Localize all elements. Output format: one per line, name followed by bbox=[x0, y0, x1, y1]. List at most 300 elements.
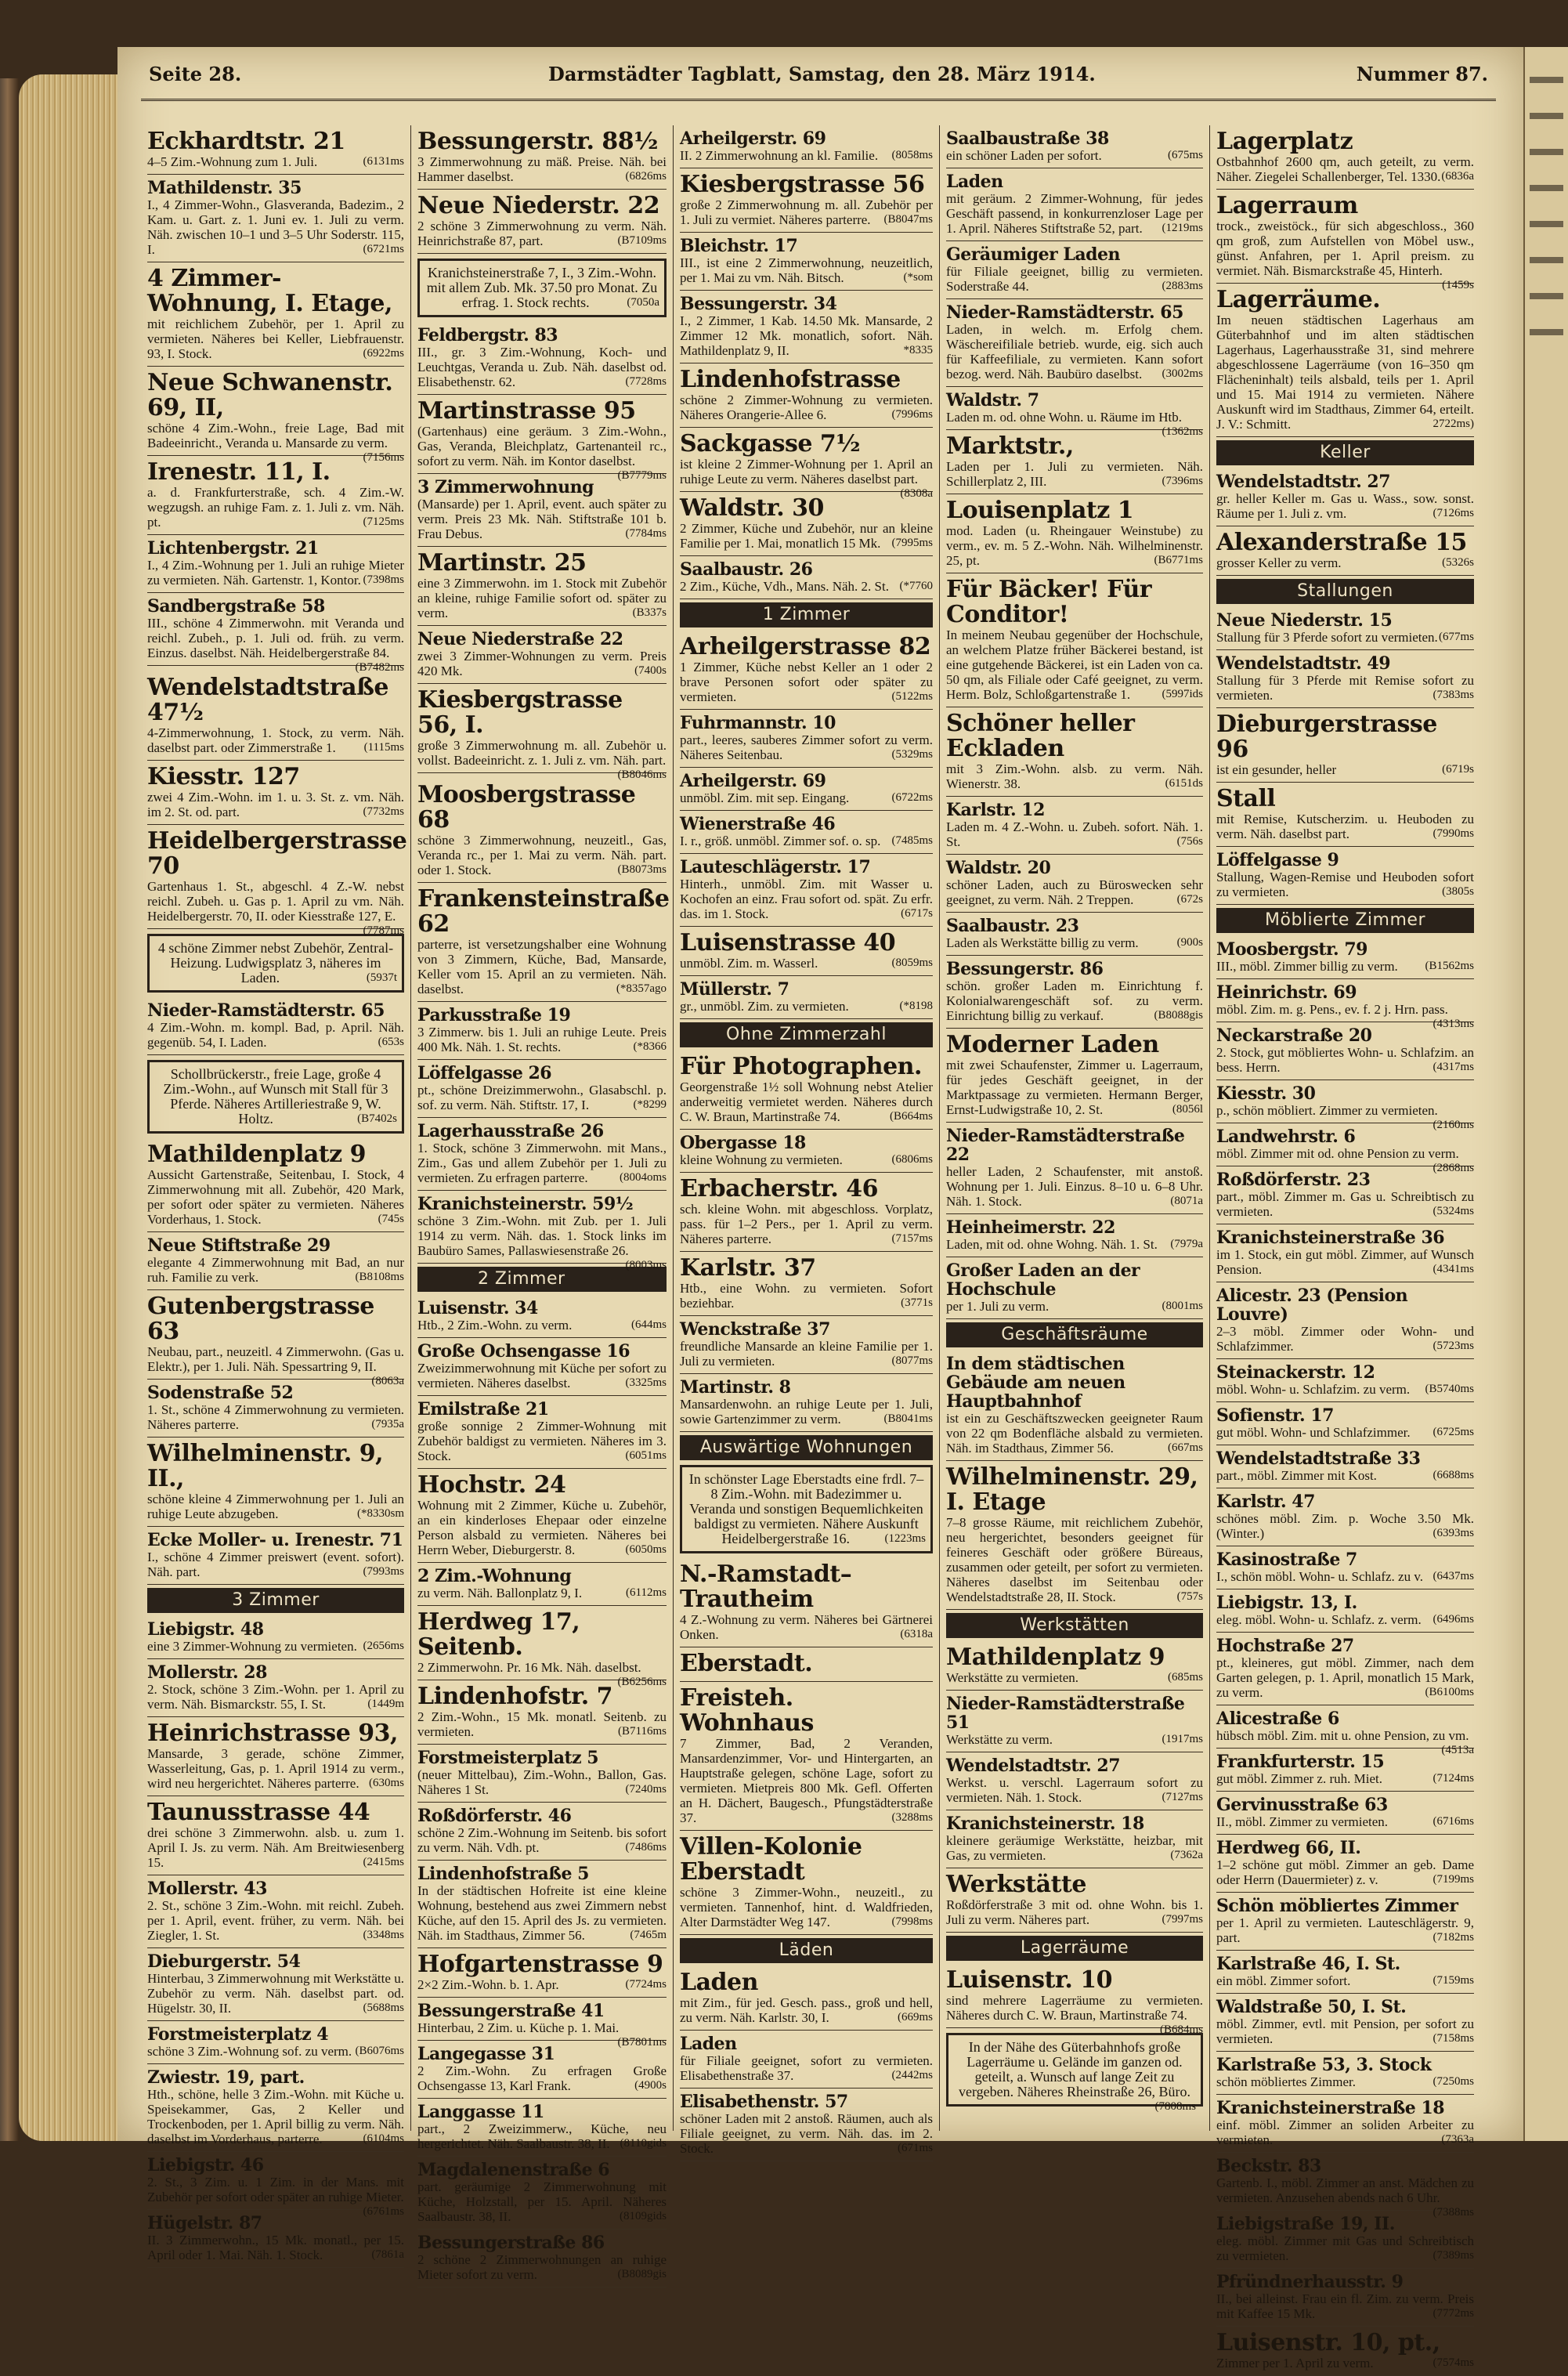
ad-text-content: mit zwei Schaufenster, Zimmer u. Lagerraum, für jedes Geschäft geeignet, in der Marktpassage zu vermieten. Hermann Berger, Ernst-Ludwigstraße 10, 2. St. bbox=[946, 1058, 1203, 1117]
ad-text-content: trock., zweistöck., für sich abgeschloss., 360 qm groß, zum Aufstellen von Möbel usw., günst. Anfahren, per 1. April preism. zu vermiet. Näh. Bismarckstraße 45, Hinterh. bbox=[1216, 219, 1474, 278]
ad-text bbox=[417, 219, 667, 248]
section-banner: Stallungen bbox=[1216, 579, 1474, 604]
ad-code: (7574ms bbox=[1433, 2356, 1474, 2369]
ad-headline: Obergasse 18 bbox=[680, 1133, 806, 1153]
ad-headline: Waldstr. 20 bbox=[946, 858, 1051, 878]
classified-ad bbox=[680, 1252, 933, 1316]
ad-headline: Bessungerstr. 86 bbox=[946, 959, 1104, 979]
ad-headline: Lagerraum bbox=[1216, 192, 1358, 219]
ad-code: (6922ms bbox=[363, 347, 404, 360]
ad-headline: Herdweg 66, II. bbox=[1216, 1838, 1361, 1858]
ad-text bbox=[680, 2053, 933, 2083]
ad-code: (1917ms bbox=[1162, 1733, 1203, 1745]
ad-text bbox=[147, 1020, 404, 1050]
ad-code: (*8198 bbox=[899, 1000, 933, 1012]
section-banner: Keller bbox=[1216, 440, 1474, 465]
ad-text bbox=[946, 322, 1203, 382]
ad-text bbox=[417, 1141, 667, 1185]
ad-code: (5937t bbox=[366, 971, 397, 984]
ad-text-content: Wohnung mit 2 Zimmer, Küche u. Zubehör, an ein kinderloses Ehepaar oder einzelne Person alsbald zu vermieten. Näheres bei Herrn Weber, Dieburgerstr. 8. bbox=[417, 1498, 667, 1557]
ad-text-content: part., 2 Zweizimmerw., Küche, neu hergerichtet. Näh. Saalbaustr. 38, II. bbox=[417, 2121, 667, 2151]
ad-text-content: für Filiale geeignet, sofort zu vermieten. Elisabethenstraße 37. bbox=[680, 2053, 933, 2083]
ad-text bbox=[680, 660, 933, 704]
ad-headline: Liebigstr. 13, I. bbox=[1216, 1593, 1357, 1613]
book-spine bbox=[0, 78, 19, 2141]
ad-text bbox=[1216, 491, 1474, 521]
ad-code: (672s bbox=[1176, 893, 1203, 906]
classified-ad bbox=[946, 797, 1203, 855]
classified-ad bbox=[680, 1130, 933, 1173]
section-banner: 1 Zimmer bbox=[680, 602, 933, 627]
section-banner: 2 Zimmer bbox=[417, 1267, 667, 1292]
classified-ad bbox=[1216, 2095, 1474, 2153]
issue-number: Nummer 87. bbox=[1356, 63, 1488, 85]
ad-text bbox=[680, 521, 933, 551]
classified-ad bbox=[147, 593, 404, 674]
classified-ad bbox=[1216, 607, 1474, 650]
classified-ad bbox=[680, 1374, 933, 1432]
classified-ad bbox=[147, 1948, 404, 2021]
classified-ad bbox=[147, 262, 404, 367]
ad-text-content: 3 Zimmerwohnung zu mäß. Preise. Näh. bei Hammer daselbst. bbox=[417, 154, 667, 184]
ad-code: (7485ms bbox=[891, 834, 933, 847]
ad-code: (3288ms bbox=[891, 1811, 933, 1824]
ad-code: (900s bbox=[1176, 936, 1203, 949]
ad-text bbox=[680, 313, 933, 358]
classified-ad bbox=[1216, 468, 1474, 526]
classified-ad bbox=[417, 1745, 667, 1803]
ad-code: (7724ms bbox=[625, 1978, 667, 1991]
ad-headline: Wendelstadtstraße 47½ bbox=[147, 674, 388, 726]
ad-text bbox=[946, 978, 1203, 1023]
ad-text bbox=[946, 1775, 1203, 1805]
ad-text bbox=[147, 2233, 404, 2262]
classified-ad bbox=[1216, 1951, 1474, 1994]
classified-ad bbox=[417, 1295, 667, 1338]
masthead-date: Darmstädter Tagblatt, Samstag, den 28. März 1914. bbox=[548, 63, 1096, 85]
ad-text bbox=[946, 459, 1203, 489]
classified-ad bbox=[1216, 1633, 1474, 1705]
classified-ad bbox=[147, 1527, 404, 1585]
ad-headline: Landwehrstr. 6 bbox=[1216, 1127, 1356, 1147]
ad-text-content: sind mehrere Lagerräume zu vermieten. Näheres durch C. W. Braun, Martinstraße 74. bbox=[946, 1993, 1203, 2023]
classified-ad bbox=[147, 825, 407, 937]
ad-text-content: ist kleine 2 Zimmer-Wohnung per 1. April an ruhige Leute zu verm. Näheres daselbst part. bbox=[680, 457, 933, 486]
ad-text bbox=[680, 1736, 933, 1825]
classified-ad bbox=[417, 1998, 667, 2049]
ad-headline: Kranichsteinerstraße 36 bbox=[1216, 1228, 1445, 1248]
ad-code: (7997ms bbox=[1162, 1913, 1203, 1926]
section-banner: Möblierte Zimmer bbox=[1216, 908, 1474, 933]
ad-text bbox=[946, 1164, 1203, 1209]
ad-text-content: 1–2 schöne gut möbl. Zimmer an geb. Dame oder Herrn (Dauermieter) z. v. bbox=[1216, 1857, 1474, 1887]
ad-headline: Für Photographen. bbox=[680, 1053, 922, 1080]
ad-code: (7383ms bbox=[1433, 689, 1474, 701]
ad-headline: Kiesstr. 30 bbox=[1216, 1083, 1316, 1104]
ad-text bbox=[680, 732, 933, 762]
ad-text-content: ist ein gesunder, heller bbox=[1216, 762, 1337, 777]
classified-ad bbox=[1216, 1224, 1474, 1282]
ad-text-content: Stallung für 3 Pferde mit Remise sofort zu vermieten. bbox=[1216, 673, 1474, 703]
section-banner: Läden bbox=[680, 1938, 933, 1963]
classified-ad bbox=[946, 241, 1203, 299]
ad-text bbox=[1216, 762, 1474, 777]
ad-headline: Emilstraße 21 bbox=[417, 1399, 549, 1419]
ad-code: (7398ms bbox=[363, 573, 404, 586]
ad-text bbox=[417, 154, 667, 184]
ad-text bbox=[1216, 1425, 1474, 1440]
classified-ad bbox=[417, 2157, 667, 2230]
classified-ad bbox=[417, 474, 667, 547]
classified-ad bbox=[946, 387, 1203, 438]
ad-text bbox=[680, 790, 933, 805]
classified-ad bbox=[680, 556, 933, 599]
classified-ad bbox=[1216, 936, 1474, 979]
ad-text bbox=[946, 1411, 1203, 1456]
ad-code: (B8046ms bbox=[617, 768, 667, 781]
ad-text-content: möbl. Zimmer, evtl. mit Pension, per sofort zu vermieten. bbox=[1216, 2016, 1474, 2046]
ad-code: (2868ms bbox=[1433, 1162, 1474, 1174]
ad-text-content: parterre, ist versetzungshalber eine Wohnung von 3 Zimmern, Küche, Bad, Mansarde, Keller vom 15. April an zu vermieten. Näh. daselbst. bbox=[417, 937, 667, 996]
ad-text bbox=[154, 941, 397, 985]
ad-code: (7486ms bbox=[625, 1841, 667, 1853]
ad-code: (7995ms bbox=[891, 537, 933, 549]
ad-headline: Stall bbox=[1216, 785, 1276, 812]
ad-text-content: Werkstätte zu verm. bbox=[946, 1732, 1053, 1747]
ad-text bbox=[1216, 1382, 1474, 1397]
ad-text bbox=[417, 1361, 667, 1391]
ad-code: (6104ms bbox=[363, 2132, 404, 2145]
ad-text-content: I., 2 Zimmer, 1 Kab. 14.50 Mk. Mansarde, 2 Zimmer 12 Mk. monatlich, sofort. Näh. Mathildenplatz 9, II. bbox=[680, 313, 933, 358]
ad-headline: Bessungerstr. 34 bbox=[680, 294, 837, 314]
ad-code: (B6076ms bbox=[355, 2045, 404, 2057]
ad-headline: Louisenplatz 1 bbox=[946, 497, 1134, 524]
ad-code: (1115ms bbox=[363, 741, 404, 754]
ad-text bbox=[680, 1995, 933, 2025]
ad-headline: Mathildenstr. 35 bbox=[147, 178, 302, 198]
classified-ad bbox=[680, 492, 933, 556]
ad-headline: Alexanderstraße 15 bbox=[1216, 529, 1467, 556]
ad-text-content: schöne 3 Zim.-Wohnung sof. zu verm. bbox=[147, 2044, 352, 2059]
ad-headline: 4 Zimmer-Wohnung, I. Etage, bbox=[147, 265, 392, 317]
ad-text-content: In meinem Neubau gegenüber der Hochschule, an welchem Platze früher Bäckerei bestand, ist eine gutgehende Bäckerei, ist ein Laden von ca. 50 qm, als Filiale oder Café geeignet, zu verm. Herm. Bolz, Schloßgartenstraße 1. bbox=[946, 627, 1203, 702]
ad-text-content: schöne 3 Zim.-Wohn. mit Zub. per 1. Juli 1914 zu verm. Näh. das. 1. Stock links im Baubüro Sames, Pallaswiesenstraße 26. bbox=[417, 1213, 667, 1258]
ad-code: (8004oms bbox=[620, 1171, 667, 1184]
ad-text-content: große 3 Zimmerwohnung m. all. Zubehör u. vollst. Badeeinricht. z. 1. Juli z. vm. Näh. part. bbox=[417, 738, 667, 768]
ad-code: (4313ms bbox=[1433, 1018, 1474, 1030]
classified-ad bbox=[946, 1964, 1203, 2036]
ad-code: (630ms bbox=[369, 1777, 404, 1789]
classified-ad bbox=[147, 1438, 404, 1527]
ad-code: (5326s bbox=[1442, 556, 1474, 569]
page-number: Seite 28. bbox=[149, 63, 242, 85]
ad-code: (7159ms bbox=[1433, 1974, 1474, 1987]
ad-text-content: schön. großer Laden m. Einrichtung f. Kolonialwarengeschäft sof. zu verm. Einrichtung billig zu verkauf. bbox=[946, 978, 1203, 1023]
classified-ad bbox=[946, 1641, 1203, 1691]
classified-ad bbox=[417, 1060, 667, 1118]
classified-ad bbox=[417, 626, 667, 684]
classified-ad bbox=[946, 1123, 1203, 1214]
ad-text-content: 2. St., schöne 3 Zim.-Wohn. mit reichl. Zubeh. per 1. April, event. früher, zu verm. Näh. bei Ziegler, 1. St. bbox=[147, 1898, 404, 1943]
ad-headline: Magdalenenstraße 6 bbox=[417, 2160, 610, 2180]
ad-text-content: schöne 4 Zim.-Wohn., freie Lage, Bad mit Badeeinricht., Veranda u. Mansarde zu verm. bbox=[147, 421, 404, 450]
ad-headline: Lichtenbergstr. 21 bbox=[147, 538, 319, 559]
ad-text bbox=[417, 1660, 667, 1688]
column-2 bbox=[411, 125, 674, 2282]
ad-text bbox=[946, 1515, 1203, 1604]
ad-text bbox=[1216, 1655, 1474, 1700]
ad-headline: Ecke Moller- u. Irenestr. 71 bbox=[147, 1530, 403, 1550]
ad-headline: Pfründnerhausstr. 9 bbox=[1216, 2272, 1404, 2292]
ad-headline: Liebigstr. 46 bbox=[147, 2155, 264, 2175]
ad-headline: Nieder-Ramstädterstraße 22 bbox=[946, 1126, 1185, 1165]
ad-text bbox=[147, 1746, 404, 1791]
ad-code: (B1562ms bbox=[1425, 960, 1474, 972]
ad-code: (3348ms bbox=[363, 1929, 404, 1941]
classified-ad bbox=[417, 259, 667, 317]
ad-code: (3771s bbox=[901, 1296, 933, 1309]
ad-text bbox=[417, 2020, 667, 2049]
classified-ad bbox=[147, 367, 404, 464]
ad-code: (B8047ms bbox=[883, 213, 933, 226]
ad-code: (6722ms bbox=[891, 791, 933, 804]
ad-text bbox=[147, 1898, 404, 1943]
ad-code: (5688ms bbox=[363, 2002, 404, 2014]
ad-headline: Arheilgerstr. 69 bbox=[680, 771, 826, 791]
ad-headline: Eberstadt. bbox=[680, 1650, 813, 1677]
ad-headline: Alicestr. 23 (Pension Louvre) bbox=[1216, 1286, 1408, 1325]
ad-text bbox=[147, 1344, 404, 1387]
ad-headline: Lagerplatz bbox=[1216, 128, 1353, 155]
ad-code: (B337s bbox=[632, 606, 667, 619]
ad-code: (756s bbox=[1176, 835, 1203, 848]
ad-text bbox=[147, 1825, 404, 1870]
ad-text-content: schöne 3 Zimmerwohnung, neuzeitl., Gas, Veranda rc., per 1. Mai zu verm. Näh. part. oder 1. Stock. bbox=[417, 833, 667, 877]
ad-text bbox=[680, 834, 933, 848]
ad-text bbox=[680, 1202, 933, 1246]
classified-ad bbox=[417, 1469, 667, 1563]
ad-headline: Liebigstraße 19, II. bbox=[1216, 2214, 1395, 2234]
ad-headline: Luisenstr. 34 bbox=[417, 1298, 538, 1318]
ad-headline: Luisenstr. 10, pt., bbox=[1216, 2329, 1440, 2356]
ad-code: (6437ms bbox=[1433, 1570, 1474, 1582]
ad-text bbox=[147, 790, 404, 819]
classified-ad bbox=[680, 768, 933, 811]
ad-headline: Schön möbliertes Zimmer bbox=[1216, 1896, 1458, 1916]
ad-text bbox=[946, 935, 1203, 950]
ad-headline: Löffelgasse 26 bbox=[417, 1063, 552, 1083]
ad-code: (1219ms bbox=[1162, 222, 1203, 234]
classified-ad bbox=[680, 125, 933, 168]
ad-code: (7935a bbox=[371, 1418, 404, 1430]
ad-text-content: 1. St., schöne 4 Zimmerwohnung zu vermieten. Näheres parterre. bbox=[147, 1402, 404, 1432]
ad-headline: Karlstr. 12 bbox=[946, 800, 1045, 820]
ad-code: (B7109ms bbox=[617, 234, 667, 247]
ad-headline: Martinstrasse 95 bbox=[417, 397, 636, 425]
ad-code: (5329ms bbox=[891, 748, 933, 761]
ad-headline: Sackgasse 7½ bbox=[680, 430, 861, 457]
classified-ad bbox=[417, 1338, 667, 1396]
ad-text bbox=[946, 1058, 1203, 1117]
ad-text-content: In schönster Lage Eberstadts eine frdl. 7–8 Zim.-Wohn. mit Badezimmer u. Veranda und sonstigen Bequemlichkeiten baldigst zu vermieten. Nähere Auskunft Heidelbergerstraße 16. bbox=[688, 1471, 924, 1546]
ad-code: (6496ms bbox=[1433, 1613, 1474, 1626]
classified-ad bbox=[147, 1796, 404, 1875]
ad-code: (*8357ago bbox=[616, 982, 667, 995]
ad-headline: Langegasse 31 bbox=[417, 2044, 555, 2064]
classified-ad bbox=[680, 811, 933, 854]
ad-text bbox=[1216, 1511, 1474, 1541]
ad-text bbox=[1216, 1728, 1474, 1756]
ad-headline: Lindenhofstr. 7 bbox=[417, 1683, 612, 1710]
ad-text bbox=[680, 1612, 933, 1642]
ad-headline: Elisabethenstr. 57 bbox=[680, 2092, 848, 2112]
ad-text bbox=[1216, 1973, 1474, 1988]
ad-text-content: 2 schöne 2 Zimmerwohnungen an ruhige Mieter sofort zu verm. bbox=[417, 2252, 667, 2282]
ad-text bbox=[147, 197, 404, 257]
ad-text bbox=[147, 1492, 404, 1521]
ad-headline: Frankensteinstraße 62 bbox=[417, 885, 670, 938]
ad-headline: Heinrichstrasse 93, bbox=[147, 1720, 398, 1747]
ad-headline: Langgasse 11 bbox=[417, 2102, 544, 2122]
ad-headline: Hofgartenstrasse 9 bbox=[417, 1951, 663, 1978]
ad-text bbox=[680, 1281, 933, 1311]
ad-code: (6721ms bbox=[363, 243, 404, 255]
ad-text-content: schöne kleine 4 Zimmerwohnung per 1. Juli an ruhige Leute abzugeben. bbox=[147, 1492, 404, 1521]
ad-headline: Dieburgerstr. 54 bbox=[147, 1951, 301, 1972]
classified-ad bbox=[946, 1351, 1203, 1461]
ad-text bbox=[147, 154, 404, 169]
ad-text bbox=[417, 345, 667, 389]
ad-code: (6393ms bbox=[1433, 1527, 1474, 1539]
ad-headline: Mathildenplatz 9 bbox=[147, 1141, 367, 1168]
ad-text-content: drei schöne 3 Zimmerwohn. alsb. u. zum 1. April I. Js. zu verm. Näh. Am Breitwiesenberg 15. bbox=[147, 1825, 404, 1870]
ad-text-content: II. 3 Zimmerwohn., 15 Mk. monatl., per 15. April oder 1. Mai. Näh. 1. Stock. bbox=[147, 2233, 404, 2262]
ad-code: (8077ms bbox=[891, 1354, 933, 1367]
classified-ad bbox=[417, 1680, 667, 1745]
ad-text-content: 4 Zim.-Wohn. m. kompl. Bad, p. April. Näh. gegenüb. 54, I. Laden. bbox=[147, 1020, 404, 1050]
section-banner: Lagerräume bbox=[946, 1936, 1203, 1961]
ad-headline: Moderner Laden bbox=[946, 1031, 1159, 1058]
ad-text-content: 2 Zim.-Wohn., 15 Mk. monatl. Seitenb. zu vermieten. bbox=[417, 1709, 667, 1739]
ad-code: (8110gids bbox=[620, 2137, 667, 2150]
ad-text bbox=[1216, 2074, 1474, 2089]
classified-ad bbox=[417, 1563, 667, 1606]
classified-ad bbox=[417, 1191, 667, 1271]
ad-text bbox=[1216, 1146, 1474, 1174]
ad-text-content: Georgenstraße 1½ soll Wohnung nebst Atelier anderweitig vermietet werden. Näheres durch C. W. Braun, Martinstraße 74. bbox=[680, 1080, 933, 1124]
ad-headline: Herdweg 17, Seitenb. bbox=[417, 1608, 580, 1661]
ad-code: (7363a bbox=[1441, 2133, 1474, 2146]
ad-text-content: zu verm. Näh. Ballonplatz 9, I. bbox=[417, 1586, 583, 1600]
classified-ad bbox=[417, 190, 667, 254]
ad-text bbox=[417, 1025, 667, 1054]
ad-code: (B8088gis bbox=[1154, 1009, 1203, 1022]
ad-code: (6051ms bbox=[625, 1449, 667, 1462]
ad-headline: Sofienstr. 17 bbox=[1216, 1405, 1334, 1426]
classified-ad bbox=[946, 2033, 1203, 2113]
ad-text bbox=[1216, 313, 1474, 432]
ad-headline: Luisenstrasse 40 bbox=[680, 929, 896, 957]
ad-code: (1459s bbox=[1442, 279, 1474, 291]
ad-text bbox=[1216, 555, 1474, 570]
ad-text-content: 2 Zim.-Wohn. Zu erfragen Große Ochsengasse 13, Karl Frank. bbox=[417, 2063, 667, 2093]
classified-ad bbox=[680, 1465, 933, 1553]
ad-text-content: Werkstätte zu vermieten. bbox=[946, 1670, 1079, 1685]
ad-code: *8335 bbox=[903, 344, 933, 356]
ad-text bbox=[1216, 1857, 1474, 1887]
ad-code: (7182ms bbox=[1433, 1931, 1474, 1944]
ad-headline: Wenckstraße 37 bbox=[680, 1319, 830, 1340]
classified-ad bbox=[946, 125, 1203, 168]
ad-code: (7125ms bbox=[363, 515, 404, 528]
ad-text bbox=[1216, 2175, 1474, 2219]
ad-text bbox=[417, 576, 667, 620]
ad-text-content: per 1. Juli zu verm. bbox=[946, 1299, 1050, 1314]
ad-headline: Taunusstrasse 44 bbox=[147, 1799, 370, 1826]
ad-headline: Roßdörferstr. 46 bbox=[417, 1806, 572, 1826]
ad-text bbox=[1216, 2233, 1474, 2263]
ad-text bbox=[147, 1255, 404, 1285]
ad-code: (7861a bbox=[371, 2248, 404, 2261]
ad-text bbox=[1216, 1045, 1474, 1075]
ad-text-content: 1 Zimmer, Küche nebst Keller an 1 oder 2 brave Personen sofort oder später zu vermieten. bbox=[680, 660, 933, 704]
ad-headline: Karlstr. 37 bbox=[680, 1254, 816, 1282]
ad-headline: Löffelgasse 9 bbox=[1216, 850, 1339, 870]
ad-headline: Erbacherstr. 46 bbox=[680, 1175, 878, 1202]
ad-headline: Zwiestr. 19, part. bbox=[147, 2067, 305, 2088]
ad-text bbox=[680, 255, 933, 285]
classified-ad bbox=[417, 395, 667, 482]
ad-text bbox=[946, 410, 1203, 438]
ad-code: (B684ms bbox=[1159, 2023, 1203, 2036]
classified-columns bbox=[141, 125, 1496, 2371]
ad-code: (7784ms bbox=[625, 527, 667, 540]
ad-code: (7990ms bbox=[1433, 827, 1474, 840]
ad-headline: Freisteh. Wohnhaus bbox=[680, 1684, 814, 1737]
ad-text-content: a. d. Frankfurterstraße, sch. 4 Zim.-W. wegzugsh. an ruhige Fam. z. 1. Juli z. vm. Näh. pt. bbox=[147, 485, 404, 530]
classified-ad bbox=[946, 956, 1203, 1029]
ad-text-content: kleinere geräumige Werkstätte, heizbar, mit Gas, zu vermieten. bbox=[946, 1833, 1203, 1863]
classified-ad bbox=[1216, 526, 1474, 576]
ad-headline: Neue Schwanenstr. 69, II, bbox=[147, 369, 393, 421]
classified-ad bbox=[147, 1060, 404, 1134]
classified-ad bbox=[680, 1316, 933, 1374]
ad-text-content: gut möbl. Wohn- und Schlafzimmer. bbox=[1216, 1425, 1411, 1440]
ad-code: (B7402s bbox=[357, 1112, 397, 1125]
ad-code: (7240ms bbox=[625, 1783, 667, 1796]
ad-text-content: Laden m. od. ohne Wohn. u. Räume im Htb. bbox=[946, 410, 1182, 425]
ad-code: (6688ms bbox=[1433, 1469, 1474, 1481]
classified-ad bbox=[417, 1118, 667, 1191]
ad-text-content: mit reichlichem Zubehör, per 1. April zu vermieten. Näheres bei Keller, Liebfrauenstr. 93, I. Stock. bbox=[147, 316, 404, 361]
classified-ad bbox=[680, 291, 933, 363]
ad-text-content: Aussicht Gartenstraße, Seitenbau, I. Stock, 4 Zimmerwohnung mit all. Zubehör, 420 Mark, per sofort oder später zu vermieten. Näheres Vorderhaus, 1. Stock. bbox=[147, 1167, 404, 1227]
page-header bbox=[141, 55, 1496, 101]
ad-text-content: (neuer Mittelbau), Zim.-Wohn., Ballon, Gas. Näheres 1 St. bbox=[417, 1767, 667, 1797]
ad-text bbox=[154, 1067, 397, 1127]
ad-text-content: schönes möbl. Zim. p. Woche 3.50 Mk. (Winter.) bbox=[1216, 1511, 1474, 1541]
ad-text-content: 7–8 grosse Räume, mit reichlichem Zubehör, neu hergerichtet, besonders geeignet für feineres Geschäft oder größere Büreaus, zusammen oder geteilt, per sofort zu vermieten. Näheres daselbst im Seitenbau oder Wendelstadtstraße 28, II. Stock. bbox=[946, 1515, 1203, 1604]
ad-text-content: 2–3 möbl. Zimmer oder Wohn- und Schlafzimmer. bbox=[1216, 1324, 1474, 1354]
ad-text bbox=[680, 457, 933, 500]
ad-text bbox=[680, 999, 933, 1014]
ad-text-content: möbl. Zim. m. g. Pens., ev. f. 2 j. Hrn. pass. bbox=[1216, 1002, 1448, 1017]
ad-headline: Nieder-Ramstädterstr. 65 bbox=[147, 1000, 385, 1021]
ad-text bbox=[1216, 673, 1474, 703]
ad-code: (*7760 bbox=[899, 580, 933, 592]
ad-text bbox=[1216, 1189, 1474, 1219]
section-banner: Ohne Zimmerzahl bbox=[680, 1022, 933, 1047]
